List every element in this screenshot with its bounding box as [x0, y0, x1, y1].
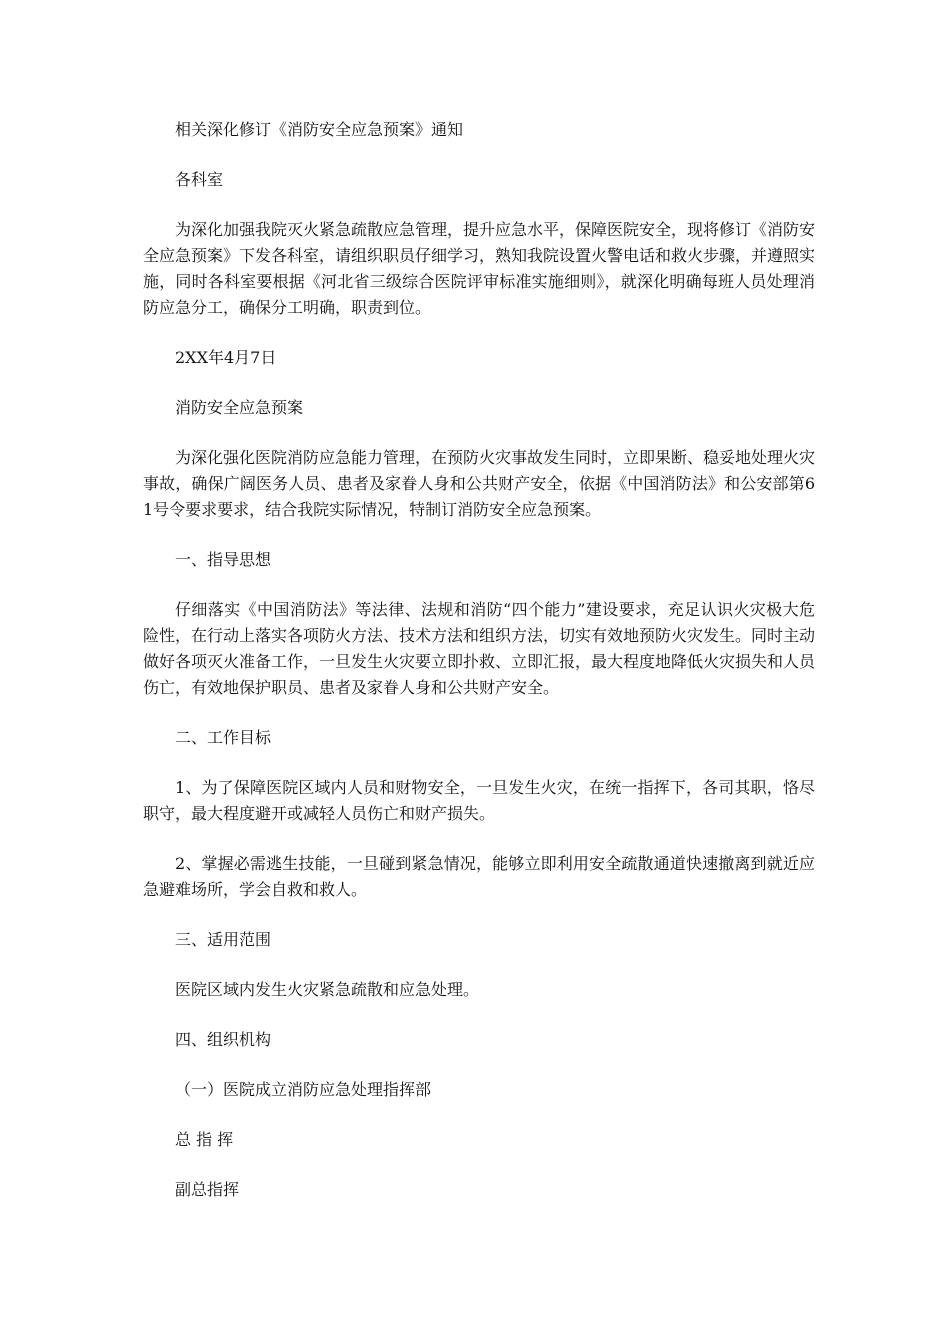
- intro-paragraph: 为深化加强我院灭火紧急疏散应急管理，提升应急水平，保障医院安全，现将修订《消防安全应急预案》下发各科室，请组织职员仔细学习，熟知我院设置火警电话和救火步骤，并遵照实施，同时各科室要根据《河北省三级综合医院评审标准实施细则》，就深化明确每班人员处理消防应急分工，确保分工明确，职责到位。: [143, 220, 816, 317]
- section-heading-goals: 二、工作目标: [175, 728, 272, 747]
- goal-item-2: 2、掌握必需逃生技能，一旦碰到紧急情况，能够立即利用安全疏散通道快速撤离到就近应急避难场所，学会自救和救人。: [143, 854, 815, 899]
- notice-title: 相关深化修订《消防安全应急预案》通知: [175, 120, 464, 139]
- recipient: 各科室: [175, 170, 224, 189]
- section-body-scope: 医院区域内发生火灾紧急疏散和应急处理。: [175, 980, 480, 999]
- section-body-guiding: 仔细落实《中国消防法》等法律、法规和消防“四个能力”建设要求，充足认识火灾极大危险性，在行动上落实各项防火方法、技术方法和组织方法，切实有效地预防火灾发生。同时主动做好各项灭火准备工作，一旦发生火灾要立即扑救、立即汇报，最大程度地降低火灾损失和人员伤亡，有效地保护职员、患者及家眷人身和公共财产安全。: [143, 600, 816, 697]
- goal-item-1: 1、为了保障医院区域内人员和财物安全，一旦发生火灾，在统一指挥下，各司其职，恪尽职守，最大程度避开或减轻人员伤亡和财产损失。: [143, 778, 815, 823]
- role-deputy-commander: 副总指挥: [175, 1180, 240, 1199]
- section-heading-organization: 四、组织机构: [175, 1030, 272, 1049]
- role-commander: 总 指 挥: [175, 1130, 234, 1149]
- plan-intro-paragraph: 为深化强化医院消防应急能力管理，在预防火灾事故发生同时，立即果断、稳妥地处理火灾事故，确保广阔医务人员、患者及家眷人身和公共财产安全，依据《中国消防法》和公安部第61号令要求要求，结合我院实际情况，特制订消防安全应急预案。: [143, 448, 816, 519]
- section-heading-guiding: 一、指导思想: [175, 550, 272, 569]
- plan-title: 消防安全应急预案: [175, 398, 304, 417]
- date: 2XX年4月7日: [175, 348, 277, 367]
- subsection-heading-command: （一）医院成立消防应急处理指挥部: [175, 1080, 432, 1099]
- section-heading-scope: 三、适用范围: [175, 930, 272, 949]
- document-page: [143, 117, 815, 1203]
